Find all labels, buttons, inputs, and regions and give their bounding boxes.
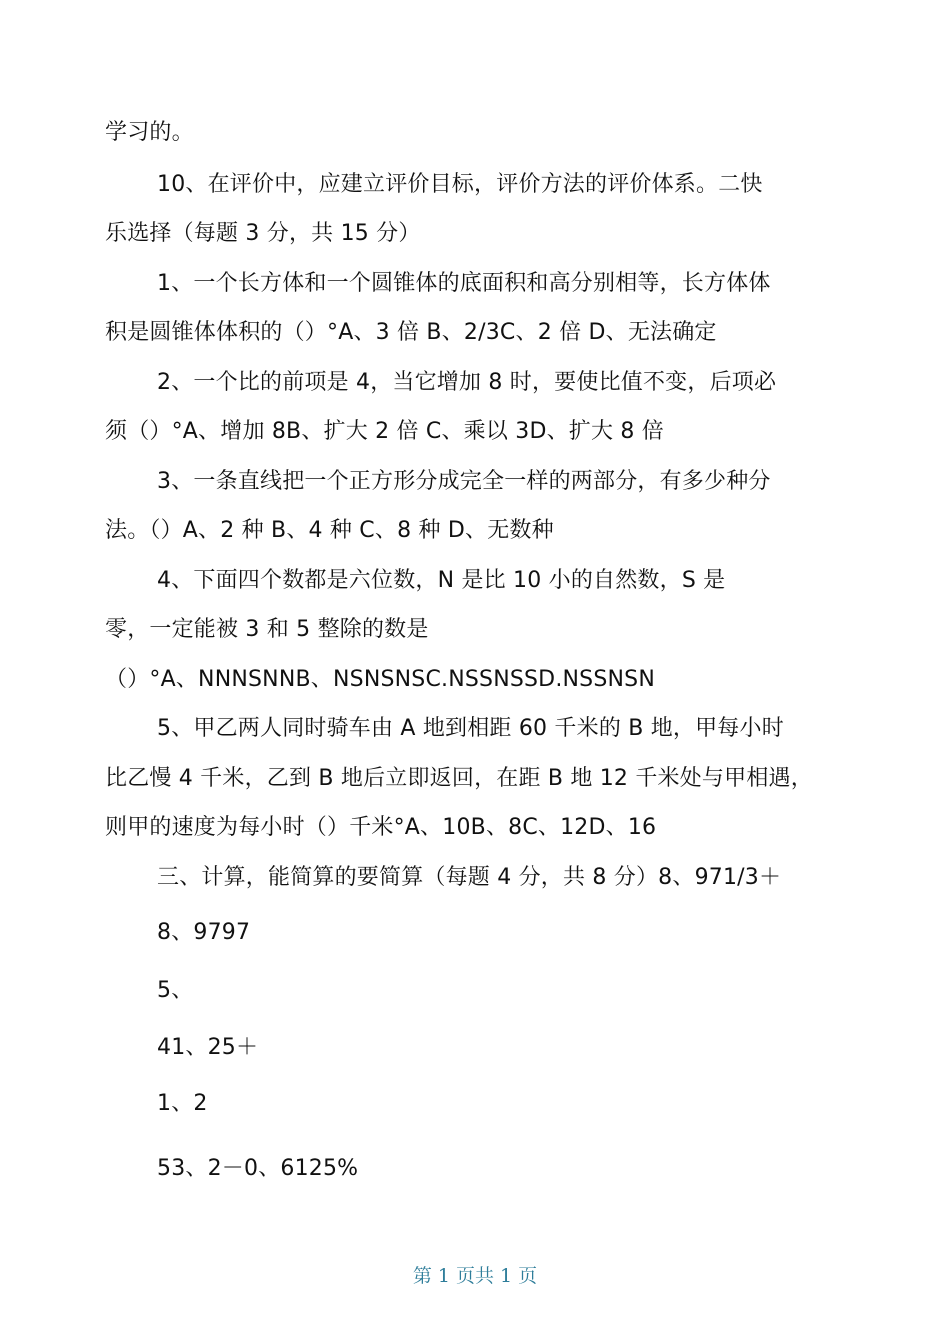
text-line: 则甲的速度为每小时（）千米°A、10B、8C、12D、16 [105, 815, 657, 840]
text-line: 积是圆锥体体积的（）°A、3 倍 B、2/3C、2 倍 D、无法确定 [105, 320, 717, 345]
text-line: 8、9797 [157, 920, 251, 945]
page-footer: 第 1 页共 1 页 [412, 1265, 538, 1287]
text-line: 三、计算，能简算的要简算（每题 4 分，共 8 分）8、971/3＋ [157, 865, 782, 890]
text-line: 学习的。 [105, 120, 194, 145]
text-line: 41、25＋ [157, 1035, 259, 1060]
text-line: 须（）°A、增加 8B、扩大 2 倍 C、乘以 3D、扩大 8 倍 [105, 419, 664, 444]
text-line: 53、2－0、6125% [157, 1156, 359, 1181]
text-line: 3、一条直线把一个正方形分成完全一样的两部分，有多少种分 [157, 469, 771, 494]
text-line: （）°A、NNNSNNB、NSNSNSC.NSSNSSD.NSSNSN [105, 667, 655, 692]
text-line: 5、甲乙两人同时骑车由 A 地到相距 60 千米的 B 地，甲每小时 [157, 716, 784, 741]
text-line: 1、2 [157, 1091, 208, 1116]
text-line: 1、一个长方体和一个圆锥体的底面积和高分别相等，长方体体 [157, 271, 771, 296]
text-line: 法。（）A、2 种 B、4 种 C、8 种 D、无数种 [105, 518, 554, 543]
text-line: 乐选择（每题 3 分，共 15 分） [105, 221, 421, 246]
text-line: 5、 [157, 978, 194, 1003]
text-line: 10、在评价中，应建立评价目标，评价方法的评价体系。二快 [157, 172, 763, 197]
text-line: 2、一个比的前项是 4，当它增加 8 时，要使比值不变，后项必 [157, 370, 777, 395]
text-line: 零，一定能被 3 和 5 整除的数是 [105, 617, 429, 642]
text-line: 4、下面四个数都是六位数，N 是比 10 小的自然数，S 是 [157, 568, 726, 593]
text-line: 比乙慢 4 千米，乙到 B 地后立即返回，在距 B 地 12 千米处与甲相遇， [105, 766, 813, 791]
